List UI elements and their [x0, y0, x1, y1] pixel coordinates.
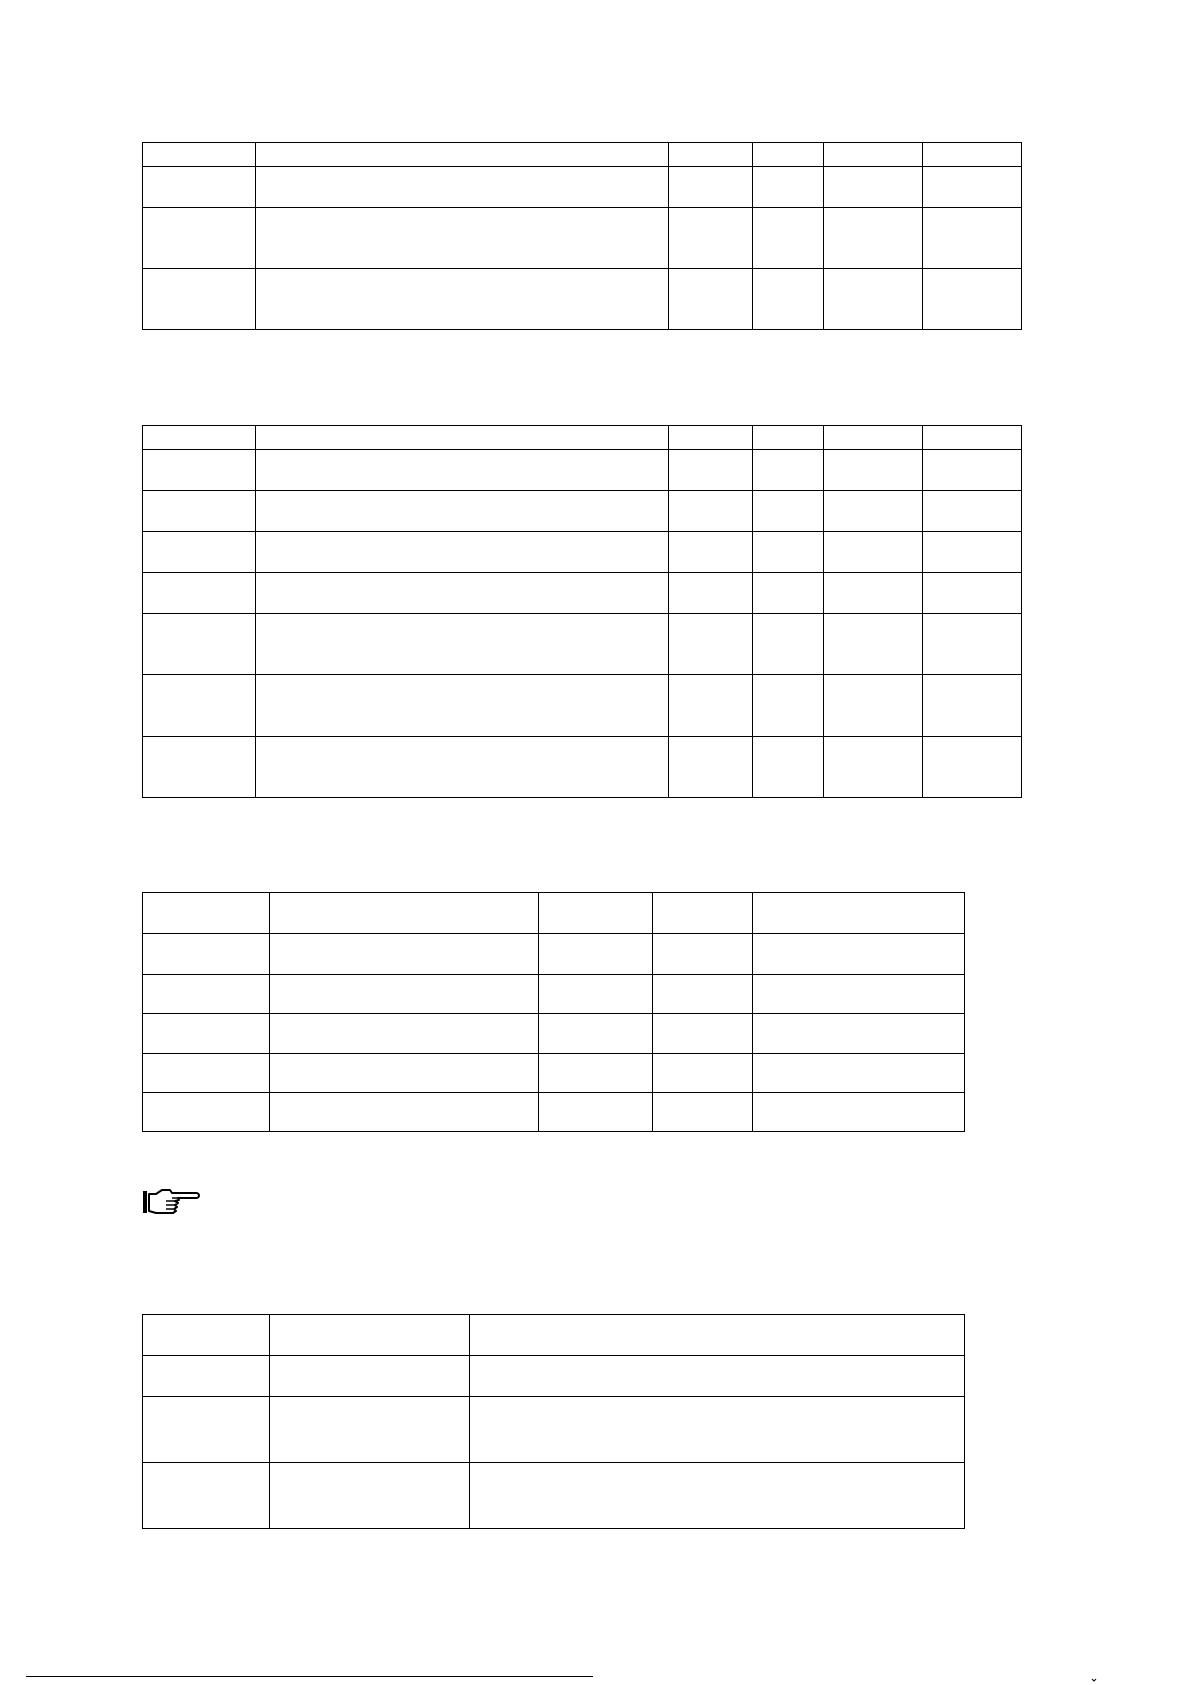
table-cell: [256, 167, 669, 208]
table-cell: [256, 269, 669, 330]
table-cell: [824, 167, 923, 208]
table-cell: [923, 675, 1022, 737]
table-cell: [270, 893, 539, 934]
table-cell: [669, 167, 753, 208]
table-cell: [143, 532, 256, 573]
table-cell: [270, 1463, 470, 1529]
table-cell: [753, 1014, 965, 1054]
table-cell: [923, 491, 1022, 532]
table-row: [143, 893, 965, 934]
table-cell: [753, 1054, 965, 1093]
pointing-hand-icon: [142, 1187, 202, 1217]
footnote-separator: [26, 1676, 593, 1677]
table-cell: [923, 450, 1022, 491]
table-cell: [753, 426, 824, 450]
table-cell: [143, 426, 256, 450]
table-cell: [539, 1054, 653, 1093]
table-cell: [753, 737, 824, 798]
table-cell: [470, 1463, 965, 1529]
table-cell: [143, 934, 270, 975]
table-cell: [270, 975, 539, 1014]
table-cell: [669, 450, 753, 491]
table-row: [143, 491, 1022, 532]
table-cell: [753, 450, 824, 491]
table-cell: [753, 614, 824, 675]
table-cell: [669, 143, 753, 167]
table-row: [143, 1054, 965, 1093]
table-cell: [653, 934, 753, 975]
table-cell: [470, 1315, 965, 1356]
table-cell: [923, 614, 1022, 675]
table-cell: [143, 1093, 270, 1132]
table-cell: [669, 269, 753, 330]
table-cell: [753, 143, 824, 167]
table-cell: [753, 934, 965, 975]
table-cell: [270, 1014, 539, 1054]
table-cell: [143, 143, 256, 167]
table-row: [143, 975, 965, 1014]
table-row: [143, 1397, 965, 1463]
table-cell: [470, 1356, 965, 1397]
table-4: [142, 1314, 965, 1529]
table-cell: [270, 1093, 539, 1132]
table-cell: [270, 1315, 470, 1356]
table-row: [143, 1014, 965, 1054]
table-cell: [653, 1093, 753, 1132]
table-cell: [270, 1356, 470, 1397]
table-row: [143, 614, 1022, 675]
table-cell: [824, 143, 923, 167]
table-cell: [753, 573, 824, 614]
table-cell: [143, 450, 256, 491]
table-cell: [143, 208, 256, 269]
table-cell: [143, 893, 270, 934]
table-cell: [256, 614, 669, 675]
table-cell: [923, 573, 1022, 614]
table-row: [143, 934, 965, 975]
table-cell: [143, 491, 256, 532]
table-2: [142, 425, 1022, 798]
table-cell: [923, 167, 1022, 208]
table-cell: [256, 450, 669, 491]
table-cell: [824, 675, 923, 737]
table-cell: [653, 893, 753, 934]
table-cell: [270, 934, 539, 975]
table-cell: [923, 208, 1022, 269]
table-cell: [143, 975, 270, 1014]
table-row: [143, 573, 1022, 614]
table-cell: [143, 1315, 270, 1356]
table-cell: [753, 893, 965, 934]
table-row: [143, 450, 1022, 491]
table-cell: [753, 167, 824, 208]
table-cell: [669, 208, 753, 269]
table-row: [143, 1463, 965, 1529]
table-cell: [923, 269, 1022, 330]
table-row: [143, 1315, 965, 1356]
table-cell: [270, 1397, 470, 1463]
table-cell: [669, 532, 753, 573]
table-cell: [270, 1054, 539, 1093]
table-row: [143, 208, 1022, 269]
table-cell: [256, 143, 669, 167]
table-1: [142, 142, 1022, 330]
table-cell: [256, 426, 669, 450]
table-cell: [256, 532, 669, 573]
table-row: [143, 167, 1022, 208]
table-cell: [143, 269, 256, 330]
table-cell: [824, 269, 923, 330]
table-cell: [539, 975, 653, 1014]
table-cell: [143, 573, 256, 614]
table-cell: [256, 208, 669, 269]
table-cell: [143, 737, 256, 798]
table-cell: [256, 573, 669, 614]
table-cell: [753, 491, 824, 532]
table-cell: [824, 737, 923, 798]
table-row: [143, 1093, 965, 1132]
table-row: [143, 532, 1022, 573]
table-cell: [753, 675, 824, 737]
table-cell: [753, 975, 965, 1014]
table-cell: [143, 1463, 270, 1529]
table-cell: [143, 614, 256, 675]
page-corner-mark: [1091, 1678, 1097, 1682]
table-cell: [143, 1054, 270, 1093]
table-cell: [256, 675, 669, 737]
table-cell: [256, 491, 669, 532]
table-cell: [143, 1356, 270, 1397]
table-cell: [653, 975, 753, 1014]
table-cell: [824, 614, 923, 675]
table-cell: [470, 1397, 965, 1463]
table-cell: [143, 167, 256, 208]
table-cell: [669, 426, 753, 450]
table-cell: [539, 1093, 653, 1132]
table-cell: [824, 532, 923, 573]
table-cell: [923, 143, 1022, 167]
table-cell: [824, 426, 923, 450]
table-cell: [653, 1014, 753, 1054]
table-cell: [923, 532, 1022, 573]
table-cell: [539, 1014, 653, 1054]
table-cell: [669, 491, 753, 532]
table-row: [143, 675, 1022, 737]
table-cell: [753, 208, 824, 269]
table-cell: [143, 1397, 270, 1463]
table-cell: [669, 737, 753, 798]
table-cell: [753, 269, 824, 330]
table-cell: [824, 491, 923, 532]
table-cell: [824, 573, 923, 614]
table-cell: [669, 675, 753, 737]
table-cell: [923, 426, 1022, 450]
table-cell: [539, 893, 653, 934]
table-cell: [143, 675, 256, 737]
table-row: [143, 269, 1022, 330]
table-cell: [653, 1054, 753, 1093]
table-row: [143, 426, 1022, 450]
table-cell: [669, 614, 753, 675]
table-cell: [923, 737, 1022, 798]
table-cell: [753, 532, 824, 573]
table-cell: [669, 573, 753, 614]
table-row: [143, 143, 1022, 167]
table-row: [143, 737, 1022, 798]
table-cell: [539, 934, 653, 975]
table-3: [142, 892, 965, 1132]
table-cell: [256, 737, 669, 798]
table-cell: [824, 208, 923, 269]
table-cell: [824, 450, 923, 491]
table-cell: [143, 1014, 270, 1054]
table-cell: [753, 1093, 965, 1132]
table-row: [143, 1356, 965, 1397]
